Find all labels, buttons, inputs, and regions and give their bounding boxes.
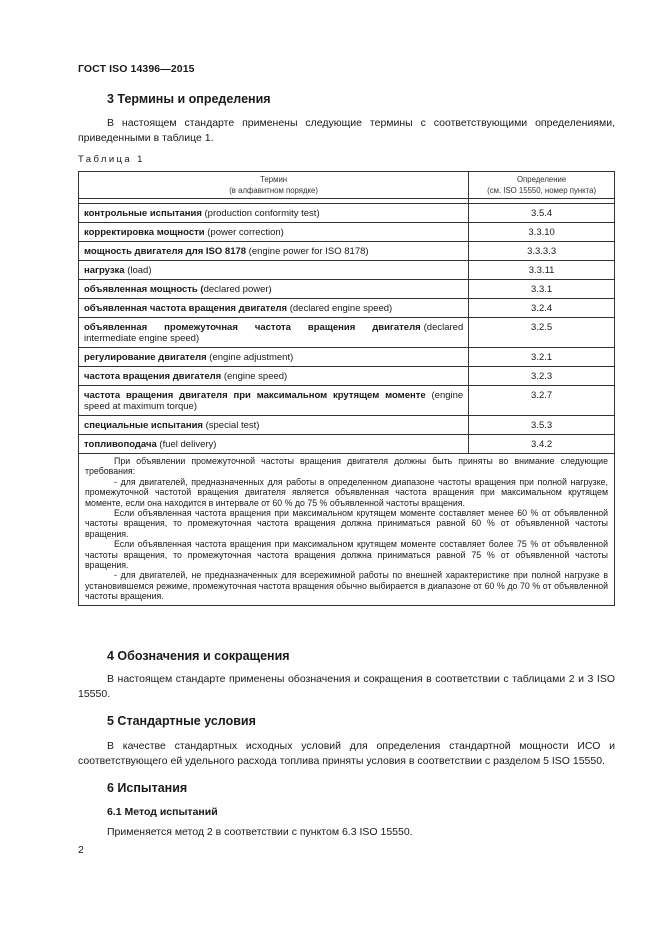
term-bold: объявленная частота вращения двигателя	[84, 303, 288, 314]
table-row	[79, 204, 615, 223]
definition-cell: 3.3.3.3	[469, 242, 615, 261]
term-bold: корректировка мощности	[84, 227, 205, 238]
note-paragraph: Если объявленная частота вращения при максимальном крутящем моменте составляет более 75 % от объявленной частоты вращения, то промежуточная частота вращения должна приниматься равной 75 % от объявленной частоты вращения.	[85, 539, 608, 571]
section-5-text: В качестве стандартных исходных условий для определения стандартной мощности ИСО и соответствующего ей удельного расхода топлива приняты условия в соответствии с разделом 5 ISO 15550.	[78, 740, 615, 767]
term-english: (engine adjustment)	[206, 352, 294, 363]
term-cell	[79, 280, 469, 299]
table-note-row	[79, 454, 615, 606]
def-header-line-1: Определение	[516, 175, 567, 184]
table-header-row	[79, 172, 615, 199]
term-bold: нагрузка	[84, 265, 125, 276]
definition-cell: 3.2.1	[469, 348, 615, 367]
term-cell	[79, 386, 469, 416]
section-4-title: 4 Обозначения и сокращения	[107, 649, 290, 663]
term-english: (engine speed)	[221, 371, 288, 382]
definition-cell: 3.2.4	[469, 299, 615, 318]
term-bold: частота вращения двигателя	[84, 371, 222, 382]
table-caption: Таблица 1	[78, 154, 145, 165]
section-4-text: В настоящем стандарте применены обозначения и сокращения в соответствии с таблицами 2 и 3 ISO 15550.	[78, 673, 615, 700]
section-5-title: 5 Стандартные условия	[107, 714, 256, 728]
term-english: (special test)	[202, 420, 260, 431]
term-cell	[79, 204, 469, 223]
term-cell	[79, 223, 469, 242]
term-cell	[79, 416, 469, 435]
term-english: (engine speed at maximum torque)	[84, 390, 464, 412]
table-row	[79, 223, 615, 242]
term-english: declared power)	[203, 284, 272, 295]
term-bold: специальные испытания	[84, 420, 203, 431]
term-bold: топливоподача	[84, 439, 157, 450]
term-english: (engine power for ISO 8178)	[246, 246, 369, 257]
table-row	[79, 435, 615, 454]
table-row	[79, 242, 615, 261]
definition-cell: 3.5.4	[469, 204, 615, 223]
term-cell	[79, 299, 469, 318]
table-row	[79, 386, 615, 416]
term-english: (production conformity test)	[201, 208, 320, 219]
section-6-1-title: 6.1 Метод испытаний	[107, 806, 218, 818]
term-bold: регулирование двигателя	[84, 352, 207, 363]
table-row	[79, 367, 615, 386]
note-paragraph: Если объявленная частота вращения при максимальном крутящем моменте составляет менее 60 % от объявленной частоты вращения, то промежуточная частота вращения должна приниматься равной 60 % от объявленной частоты вращения.	[85, 508, 608, 539]
definition-cell: 3.5.3	[469, 416, 615, 435]
definition-cell: 3.3.1	[469, 280, 615, 299]
table-note	[79, 454, 615, 606]
term-bold: объявленная мощность (	[84, 284, 204, 295]
def-header-line-2: (см. ISO 15550, номер пункта)	[487, 186, 597, 195]
section-6-1-text: Применяется метод 2 в соответствии с пунктом 6.3 ISO 15550.	[107, 826, 413, 838]
table-row	[79, 261, 615, 280]
term-cell	[79, 348, 469, 367]
term-english: (power correction)	[204, 227, 284, 238]
term-cell	[79, 435, 469, 454]
definition-cell: 3.4.2	[469, 435, 615, 454]
definition-column-header	[469, 172, 615, 199]
term-cell	[79, 367, 469, 386]
terms-table	[78, 171, 615, 606]
term-english: (declared engine speed)	[287, 303, 393, 314]
section-6-title: 6 Испытания	[107, 781, 188, 795]
note-paragraph: - для двигателей, предназначенных для работы в определенном диапазоне частоты вращения при полной нагрузке, промежуточной частотой вращения двигателя является объявленная частота вращения при максимальном крутящем моменте, если она находится в интервале от 60 % до 75 % объявленной частоты вращения.	[85, 476, 608, 508]
term-header-line-1: Термин	[260, 175, 288, 184]
table-row	[79, 416, 615, 435]
term-english: (fuel delivery)	[156, 439, 217, 450]
note-paragraph: - для двигателей, не предназначенных для всережимной работы по внешней характеристике при полной нагрузке в установившемся режиме, промежуточная частота вращения обычно выбирается в диапазоне от 60 % до 70 % от объявленной частоты вращения.	[85, 570, 608, 602]
term-bold: объявленная промежуточная частота вращения двигателя	[84, 322, 421, 333]
definition-cell: 3.2.5	[469, 318, 615, 348]
term-cell	[79, 318, 469, 348]
term-english: (declared intermediate engine speed)	[84, 322, 464, 344]
document-header: ГОСТ ISO 14396—2015	[78, 63, 195, 75]
note-paragraph: При объявлении промежуточной частоты вращения двигателя должны быть приняты во внимание следующие требования:	[85, 456, 608, 477]
term-column-header	[79, 172, 469, 199]
term-bold: частота вращения двигателя при максимальном крутящем моменте	[84, 390, 426, 401]
term-header-line-2: (в алфавитном порядке)	[229, 186, 318, 195]
definition-cell: 3.2.7	[469, 386, 615, 416]
table-row	[79, 299, 615, 318]
table-row	[79, 348, 615, 367]
section-3-title: 3 Термины и определения	[107, 92, 271, 106]
section-3-text: В настоящем стандарте применены следующие термины с соответствующими определениями, приведенными в таблице 1.	[78, 117, 615, 144]
definition-cell: 3.3.10	[469, 223, 615, 242]
term-english: (load)	[124, 265, 152, 276]
table-row	[79, 318, 615, 348]
term-bold: мощность двигателя для ISO 8178	[84, 246, 247, 257]
definition-cell: 3.2.3	[469, 367, 615, 386]
term-cell	[79, 261, 469, 280]
term-bold: контрольные испытания	[84, 208, 202, 219]
table-row	[79, 280, 615, 299]
page-number: 2	[78, 844, 84, 856]
term-cell	[79, 242, 469, 261]
definition-cell: 3.3.11	[469, 261, 615, 280]
